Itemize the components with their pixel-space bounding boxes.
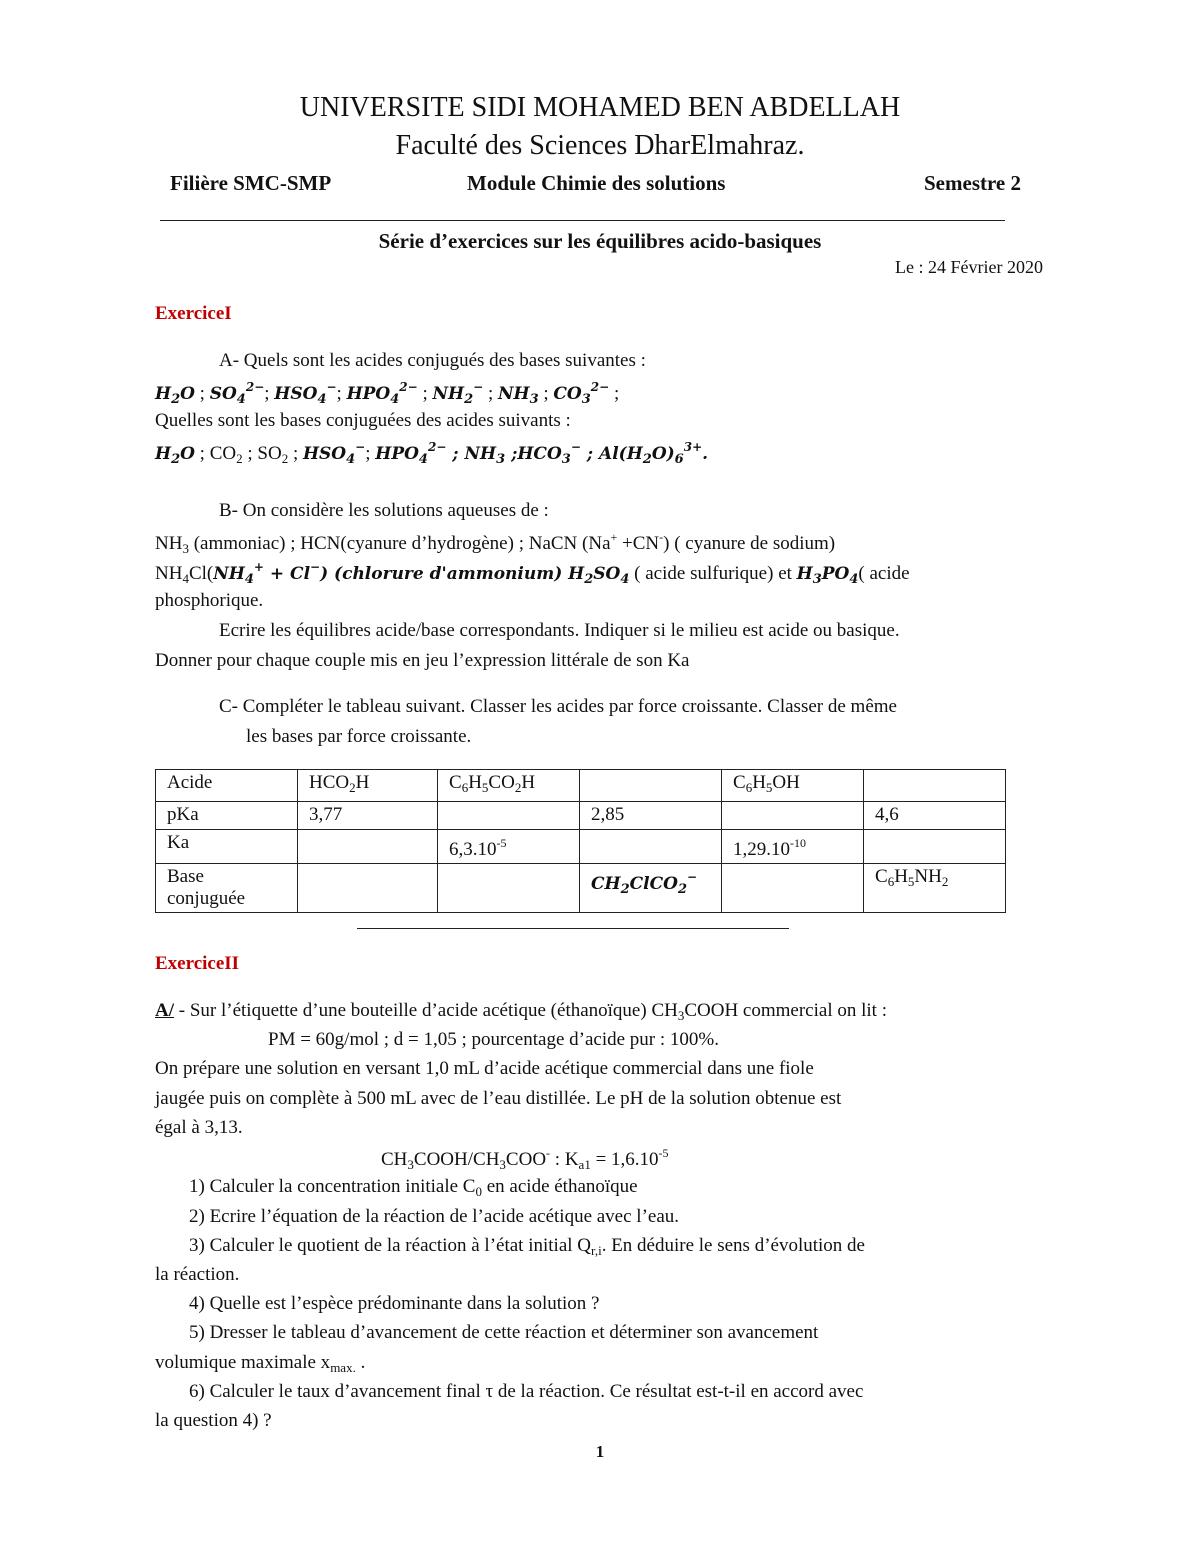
ex2-question-6-cont: la question 4) ? <box>155 1410 272 1431</box>
ex1-bases-list: $H_2O$ ; $SO_4^{2-}$; $HSO_4^-$; $HPO_4^{2-}$ ; $NH_2^-$ ; $NH_3$ ; $CO_3^{2-}$ ; <box>155 380 620 407</box>
table-cell: $HCO_2H$ <box>298 770 438 802</box>
table-cell <box>580 830 722 864</box>
ex2-question-1: 1) Calculer la concentration initiale $C_0$ en acide éthanoïque <box>189 1176 638 1199</box>
header-divider <box>160 220 1005 221</box>
table-row <box>156 864 1006 913</box>
table-cell: $C_6H_5NH_2$ <box>864 864 1006 913</box>
acid-base-table <box>155 769 1006 913</box>
serie-title: Série d’exercices sur les équilibres acido-basiques <box>378 229 822 253</box>
ex1-part-b-line-1: $NH_3$ (ammoniac) ; HCN(cyanure d’hydrogène) ; NaCN (Na+ +CN-) ( cyanure de sodium) <box>155 530 836 556</box>
table-row <box>156 770 1006 802</box>
table-cell: pKa <box>156 802 298 830</box>
table-cell <box>864 770 1006 802</box>
table-row <box>156 802 1006 830</box>
ex1-part-a-question-1: A- Quels sont les acides conjugués des bases suivantes : <box>219 350 646 371</box>
ex2-part-a-line-4: jaugée puis on complète à 500 mL avec de l’eau distillée. Le pH de la solution obtenue est <box>155 1088 842 1109</box>
table-cell <box>298 864 438 913</box>
ex2-part-a-line-3: On prépare une solution en versant 1,0 mL d’acide acétique commercial dans une fiole <box>155 1058 814 1079</box>
table-cell: $C_6H_5CO_2H$ <box>438 770 580 802</box>
table-cell: 2,85 <box>580 802 722 830</box>
ex1-part-b-line-2: $NH_4Cl(NH_4^+ + Cl^-)$ (chlorure d'ammonium) $H_2SO_4$ ( acide sulfurique) et $H_3PO_4$( acide <box>155 560 910 587</box>
ex2-part-a-line-2: PM = 60g/mol ; d = 1,05 ; pourcentage d’acide pur : 100%. <box>268 1029 719 1050</box>
semestre-label: Semestre 2 <box>924 171 1021 195</box>
table-cell: 3,77 <box>298 802 438 830</box>
ex1-part-b-line-4: Ecrire les équilibres acide/base correspondants. Indiquer si le milieu est acide ou basique. <box>219 620 900 641</box>
ex1-part-b-line-5: Donner pour chaque couple mis en jeu l’expression littérale de son Ka <box>155 650 690 671</box>
ex1-part-b-line-3: phosphorique. <box>155 590 264 611</box>
table-cell: Base conjuguée <box>156 864 298 913</box>
table-cell: Ka <box>156 830 298 864</box>
table-cell <box>580 770 722 802</box>
filiere-label: Filière SMC-SMP <box>170 171 332 195</box>
table-cell <box>438 802 580 830</box>
document-date: Le : 24 Février 2020 <box>895 257 1043 277</box>
ex1-part-a-question-2: Quelles sont les bases conjuguées des acides suivants : <box>155 410 571 431</box>
ex2-question-3: 3) Calculer le quotient de la réaction à l’état initial $Q_{r,i}$. En déduire le sens d’évolution de <box>189 1235 865 1258</box>
table-row <box>156 830 1006 864</box>
ex2-equilibrium: $CH_3COOH/CH_3COO^-$ : $K_{a1} = 1,6.10^{-5}$ <box>381 1146 669 1172</box>
ex2-question-6: 6) Calculer le taux d’avancement final τ de la réaction. Ce résultat est-t-il en accord avec <box>189 1381 864 1402</box>
table-cell <box>722 864 864 913</box>
table-cell: Acide <box>156 770 298 802</box>
section-divider <box>357 928 789 929</box>
faculty-name: Faculté des Sciences DharElmahraz. <box>395 130 805 161</box>
table-cell: $6,3.10^{-5}$ <box>438 830 580 864</box>
module-label: Module Chimie des solutions <box>467 171 726 195</box>
ex2-part-a-line-5: égal à 3,13. <box>155 1117 243 1138</box>
table-cell <box>864 830 1006 864</box>
ex1-part-c-line-2: les bases par force croissante. <box>246 726 472 747</box>
table-cell: 4,6 <box>864 802 1006 830</box>
table-cell: $C_6H_5OH$ <box>722 770 864 802</box>
ex1-part-c-line-1: C- Compléter le tableau suivant. Classer les acides par force croissante. Classer de même <box>219 696 897 717</box>
ex2-question-5-cont: volumique maximale $x_{max.}$ . <box>155 1352 366 1375</box>
exercise-1-title: ExerciceI <box>155 303 232 324</box>
ex1-part-b-intro: B- On considère les solutions aqueuses de : <box>219 500 549 521</box>
table-cell <box>438 864 580 913</box>
table-cell <box>722 802 864 830</box>
exercise-2-title: ExerciceII <box>155 953 240 974</box>
table-cell <box>298 830 438 864</box>
ex2-question-4: 4) Quelle est l’espèce prédominante dans la solution ? <box>189 1293 600 1314</box>
table-cell: $1,29.10^{-10}$ <box>722 830 864 864</box>
ex2-question-3-cont: la réaction. <box>155 1264 240 1285</box>
university-name: UNIVERSITE SIDI MOHAMED BEN ABDELLAH <box>299 92 901 123</box>
ex2-question-5: 5) Dresser le tableau d’avancement de cette réaction et déterminer son avancement <box>189 1322 819 1343</box>
page-number: 1 <box>595 1442 605 1461</box>
ex2-part-a-line-1: A/ - Sur l’étiquette d’une bouteille d’acide acétique (éthanoïque) $CH_3COOH$ commercial on lit : <box>155 1000 887 1023</box>
table-cell: $CH_2ClCO_2^-$ <box>580 864 722 913</box>
ex1-acids-list: $H_2O$ ; $CO_2$ ; $SO_2$ ; $HSO_4^-$; $HPO_4^{2-}$ ; $NH_3$ $;HCO_3^-$ ; $Al(H_2O)_6^{3+}$. <box>155 440 709 467</box>
ex2-question-2: 2) Ecrire l’équation de la réaction de l’acide acétique avec l’eau. <box>189 1206 680 1227</box>
